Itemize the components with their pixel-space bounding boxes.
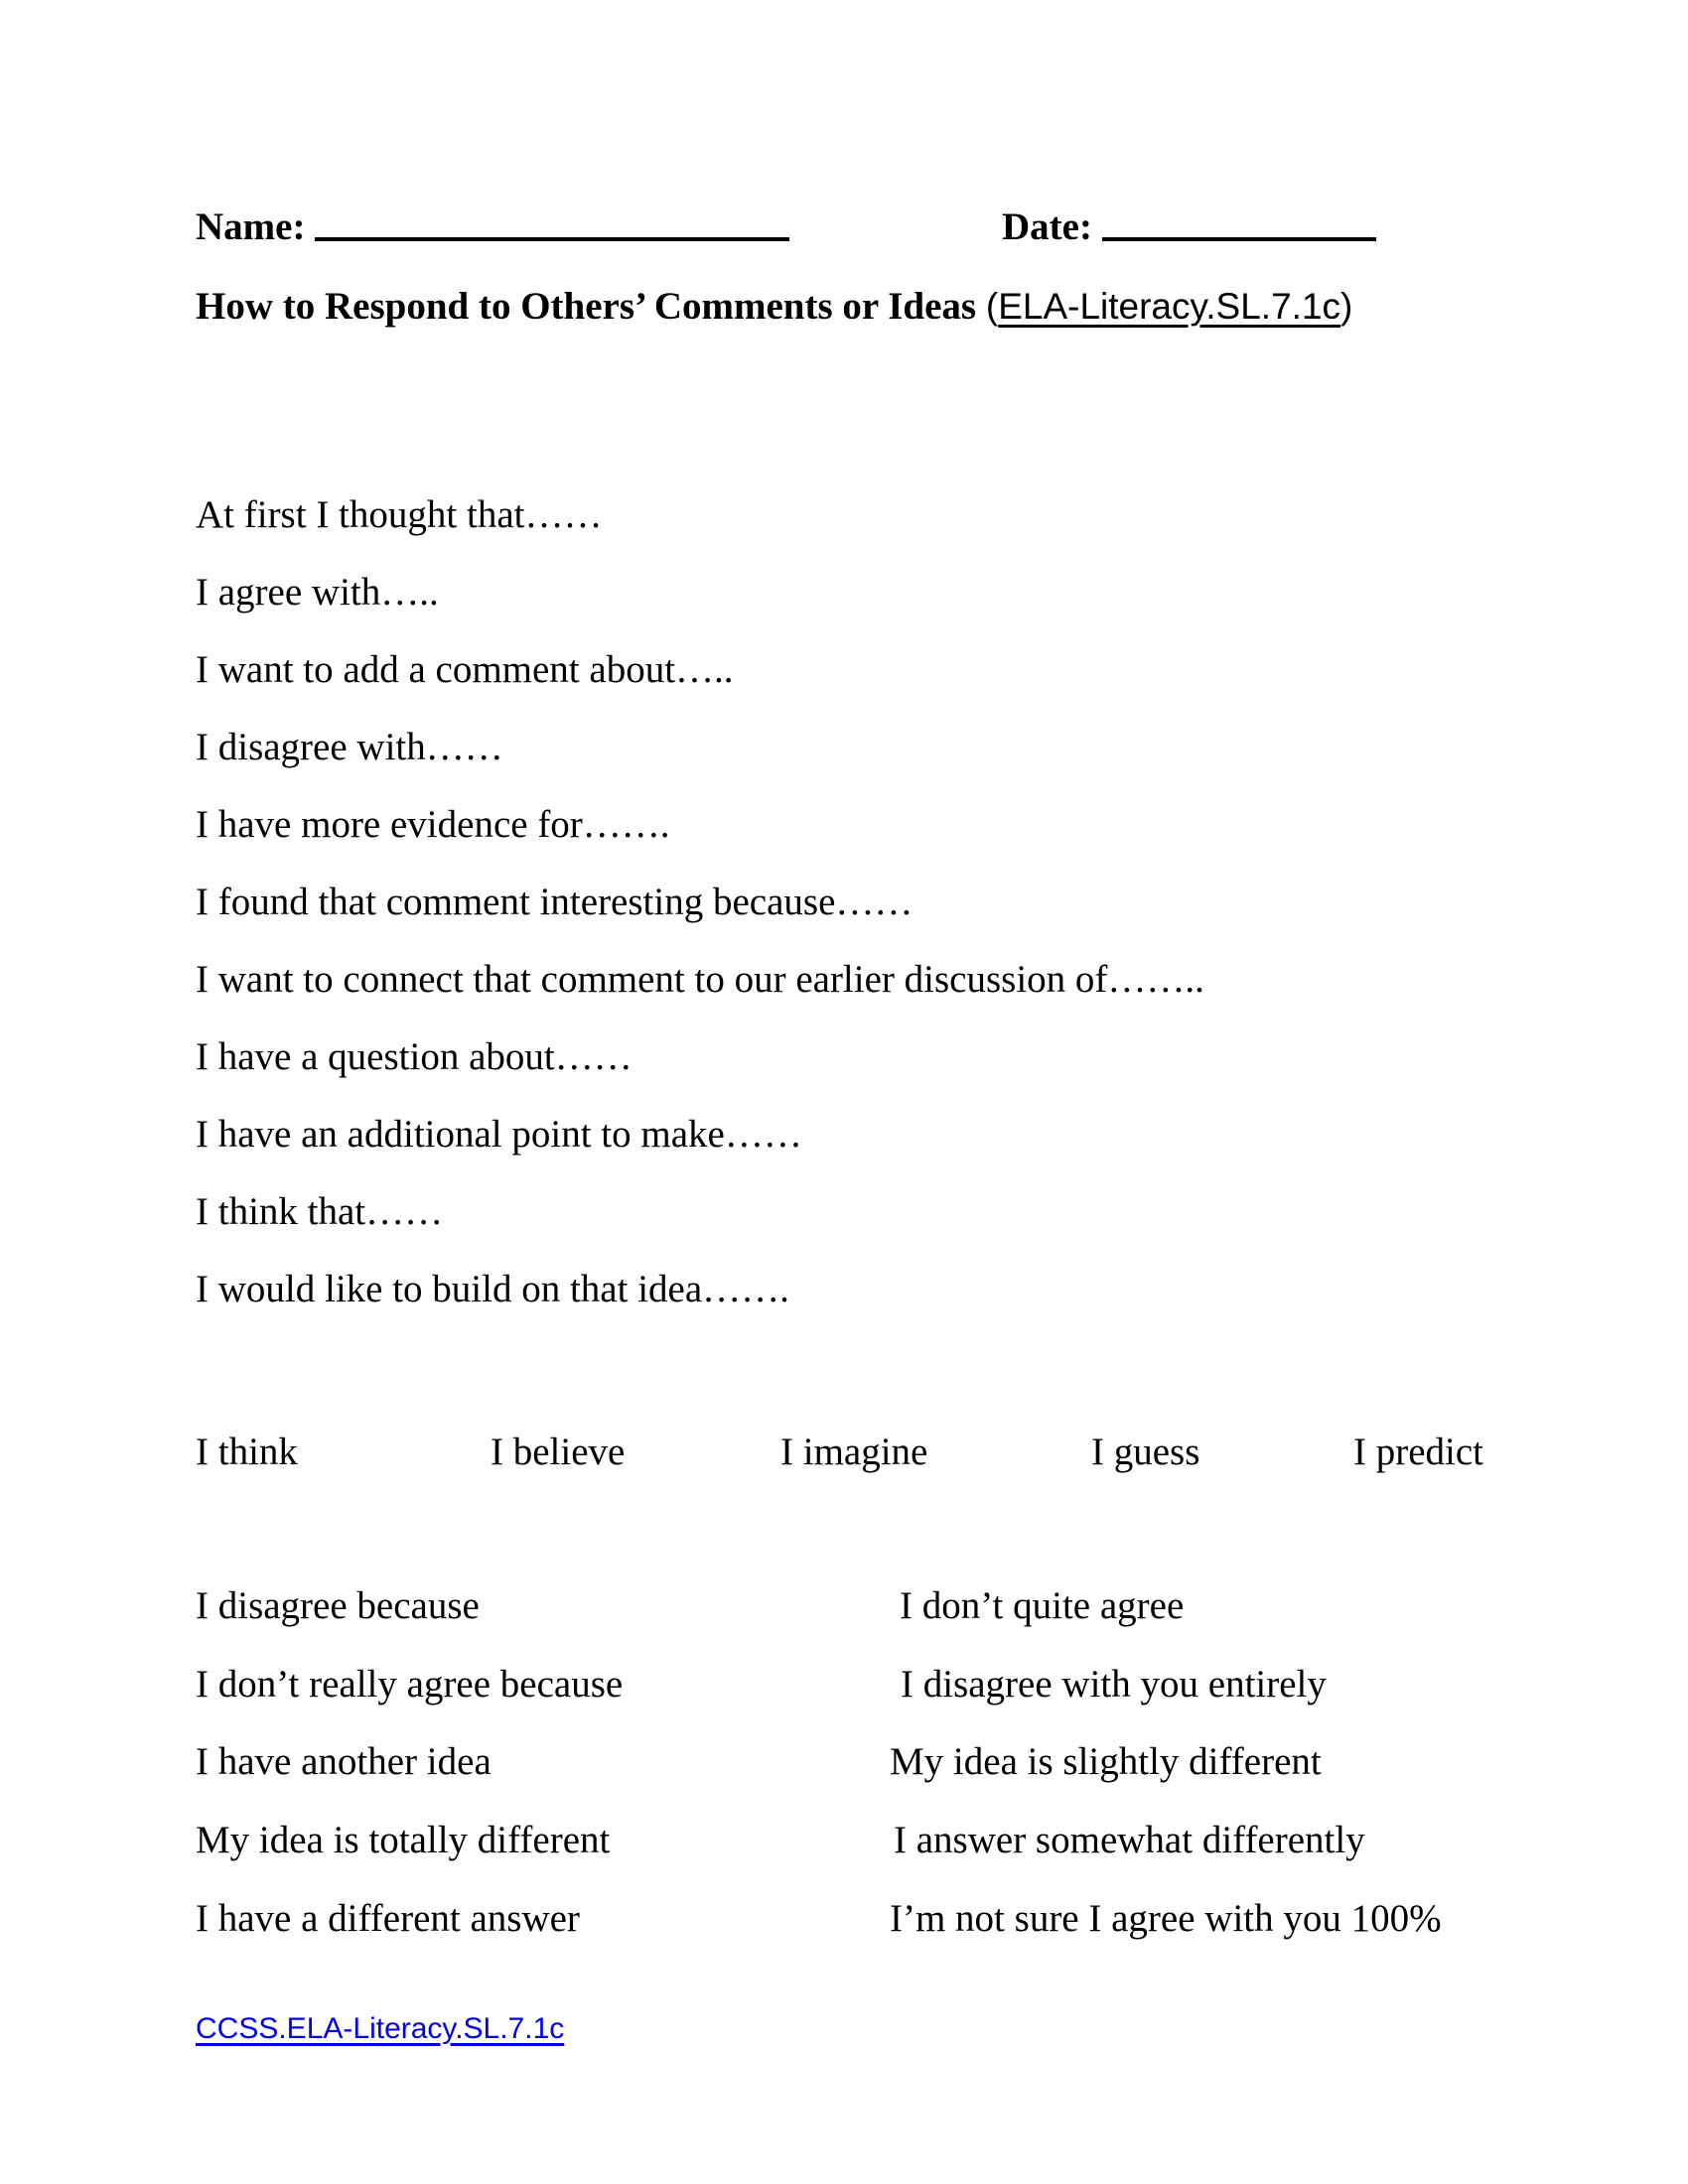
phrase-left: My idea is totally different — [196, 1819, 611, 1861]
verb-option: I predict — [1353, 1431, 1484, 1473]
sentence-starter: I want to connect that comment to our earlier discussion of…….. — [196, 958, 1204, 1001]
ccss-standard-link[interactable]: CCSS.ELA-Literacy.SL.7.1c — [196, 2012, 565, 2045]
sentence-starter: I disagree with…… — [196, 726, 503, 768]
standard-code: ELA-Literacy.SL.7.1c — [998, 286, 1341, 327]
sentence-starter: I have an additional point to make…… — [196, 1113, 802, 1156]
sentence-starter: I think that…… — [196, 1190, 444, 1233]
name-blank-line — [315, 207, 789, 241]
phrase-left: I don’t really agree because — [196, 1663, 624, 1706]
name-field-row — [196, 207, 789, 246]
verb-option: I think — [196, 1431, 298, 1473]
phrase-right: I answer somewhat differently — [894, 1819, 1365, 1861]
sentence-starter: I found that comment interesting because…… — [196, 881, 914, 923]
sentence-starter: I agree with….. — [196, 571, 439, 614]
sentence-starter: I would like to build on that idea……. — [196, 1268, 789, 1310]
phrase-right: I’m not sure I agree with you 100% — [890, 1897, 1442, 1940]
sentence-starter: I have a question about…… — [196, 1035, 633, 1078]
sentence-starter: I want to add a comment about….. — [196, 648, 734, 691]
verb-option: I believe — [491, 1431, 626, 1473]
phrase-right: I disagree with you entirely — [901, 1663, 1327, 1706]
sentence-starter: I have more evidence for……. — [196, 803, 670, 846]
sentence-starter: At first I thought that…… — [196, 493, 603, 536]
date-label: Date: — [1002, 205, 1092, 248]
phrase-left: I have another idea — [196, 1740, 492, 1783]
phrase-left: I have a different answer — [196, 1897, 580, 1940]
phrase-right: My idea is slightly different — [890, 1740, 1322, 1783]
page-title-text: How to Respond to Others’ Comments or Ideas — [196, 285, 986, 328]
date-field-row — [1002, 207, 1376, 246]
verb-option: I imagine — [780, 1431, 928, 1473]
paren-close: ) — [1340, 286, 1353, 327]
page-title — [196, 284, 1352, 329]
name-label: Name: — [196, 205, 306, 248]
phrase-left: I disagree because — [196, 1584, 480, 1627]
date-blank-line — [1102, 207, 1376, 241]
verb-option: I guess — [1091, 1431, 1200, 1473]
phrase-right: I don’t quite agree — [900, 1584, 1185, 1627]
paren-open: ( — [985, 286, 999, 327]
